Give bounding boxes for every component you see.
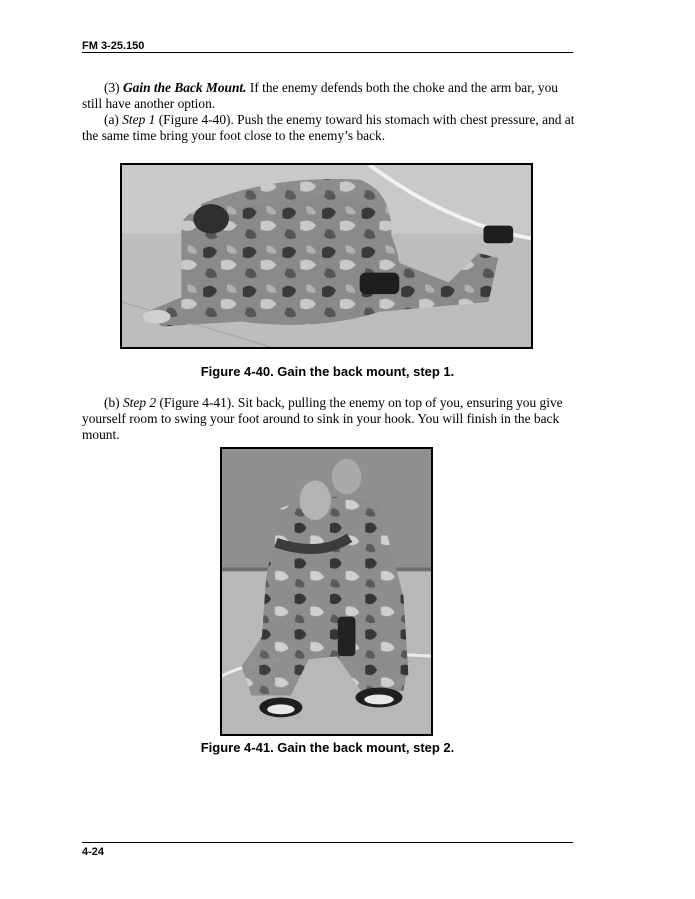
figure-4-40-caption: Figure 4-40. Gain the back mount, step 1.	[200, 364, 455, 379]
figure-4-41-caption: Figure 4-41. Gain the back mount, step 2.	[200, 740, 455, 755]
paragraph-3	[82, 80, 576, 112]
paragraph-b-step: Step 2	[122, 395, 157, 410]
paragraph-b	[82, 395, 576, 443]
paragraph-3-text: If the enemy defends both the choke and the arm bar, you still have another option.	[82, 80, 558, 111]
paragraph-b-number: (b)	[104, 395, 120, 410]
header-rule	[82, 52, 573, 53]
footer-rule	[82, 842, 573, 843]
header-doc-id: FM 3-25.150	[82, 40, 145, 52]
figure-4-41-photo	[220, 447, 433, 736]
paragraph-a	[82, 112, 576, 144]
figure-4-41-illustration	[222, 449, 431, 734]
paragraph-b-text: (Figure 4-41). Sit back, pulling the enemy on top of you, ensuring you give yourself room to swing your foot around to sink in your hook. You will finish in the back mount.	[82, 395, 563, 442]
paragraph-3-title: Gain the Back Mount.	[122, 80, 247, 95]
paragraph-a-number: (a)	[104, 112, 119, 127]
paragraph-3-number: (3)	[104, 80, 120, 95]
footer-page-number: 4-24	[82, 846, 105, 858]
figure-4-40-photo	[120, 163, 533, 349]
paragraph-a-text: (Figure 4-40). Push the enemy toward his stomach with chest pressure, and at the same time bring your foot close to the enemy’s back.	[82, 112, 575, 143]
paragraph-a-step: Step 1	[122, 112, 156, 127]
figure-4-40-illustration	[122, 165, 531, 347]
